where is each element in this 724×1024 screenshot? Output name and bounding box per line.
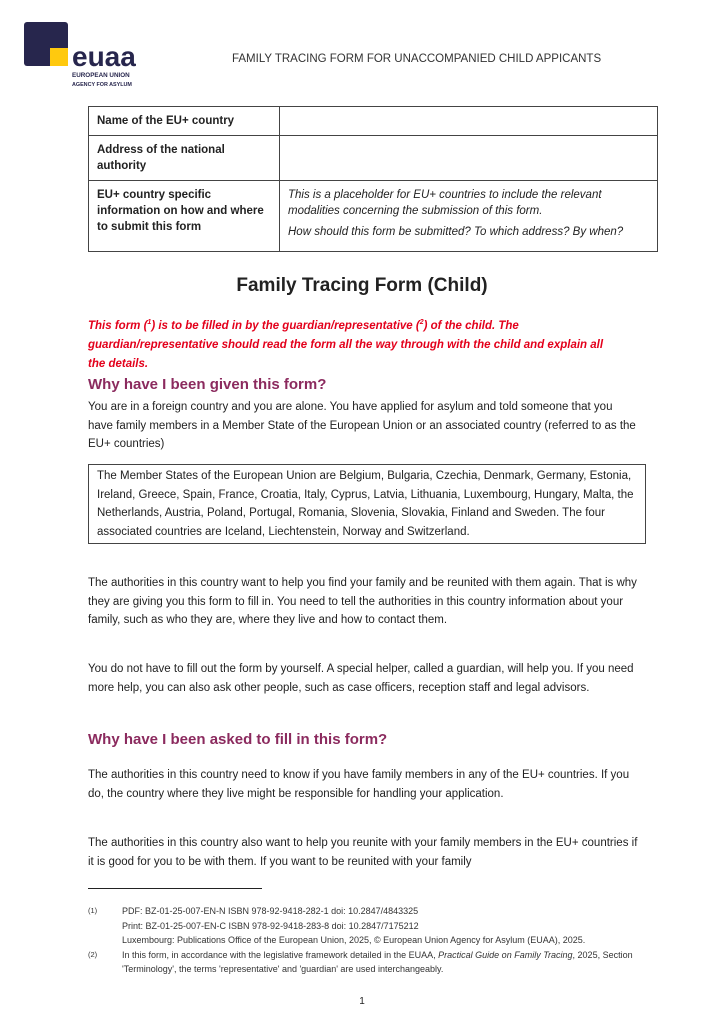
row-value	[280, 107, 658, 136]
paragraph: The authorities in this country want to help you find your family and be reunited with them again. That is why they are giving you this form to fill in. You need to tell the authorities in this country information about your family, such as who they are, where they live and how to contact them.	[88, 577, 637, 626]
paragraph: You are in a foreign country and you are alone. You have applied for asylum and told someone that you have family members in a Member State of the European Union or an associated country (referred to as the EU+ countries)	[88, 401, 636, 450]
paragraph: You do not have to fill out the form by yourself. A special helper, called a guardian, will help you. If you need more help, you can also ask other people, such as case officers, reception staff and legal advisors.	[88, 663, 634, 694]
footnote-ref[interactable]: 2	[419, 319, 424, 326]
section-heading: Why have I been asked to fill in this form?	[88, 731, 388, 748]
section-heading: Why have I been given this form?	[88, 376, 327, 393]
countries-box: The Member States of the European Union are Belgium, Bulgaria, Czechia, Denmark, Germany, Estonia, Ireland, Greece, Spain, France, Croatia, Italy, Cyprus, Latvia, Lithuania, Luxembourg, Hungary, Malta, the Netherlands, Austria, Poland, Portugal, Romania, Slovenia, Slovakia, Finland and Sweden. The four associated countries are Iceland, Liechtenstein, Norway and Switzerland.	[88, 464, 646, 544]
running-header: FAMILY TRACING FORM FOR UNACCOMPANIED CHILD APPICANTS	[232, 53, 602, 65]
table-row	[89, 136, 658, 181]
paragraph: The authorities in this country also want to help you reunite with your family members in the EU+ countries if it is good for you to be with them. If you want to be reunited with your family	[88, 837, 638, 868]
footnote-2: (2) In this form, in accordance with the legislative framework detailed in the EUAA, Practical Guide on Family Tracing, 2025, Section 'Terminology', the terms 'representative' and 'guardian' are used interchangeably.	[88, 949, 633, 974]
row-label: Address of the national authority	[89, 136, 280, 181]
row-value	[280, 181, 658, 252]
row-label: Name of the EU+ country	[89, 107, 280, 136]
footnote-ref[interactable]: 1	[147, 319, 152, 326]
table-row	[89, 181, 658, 252]
svg-text:euaa: euaa	[72, 41, 136, 72]
placeholder-question: How should this form be submitted? To which address? By when?	[288, 226, 624, 238]
footnotes	[88, 904, 658, 977]
page-number: 1	[359, 996, 365, 1007]
row-value	[280, 136, 658, 181]
footnote-divider	[88, 888, 262, 889]
svg-text:EUROPEAN UNION: EUROPEAN UNION	[72, 72, 130, 79]
euaa-logo	[24, 22, 154, 92]
placeholder-text: This is a placeholder for EU+ countries to include the relevant modalities concerning the submission of this form.	[288, 189, 602, 217]
footnote-1: (1) PDF: BZ-01-25-007-EN-N ISBN 978-92-9418-282-1 doi: 10.2847/4843325 Print: BZ-01-25-007-EN-C ISBN 978-92-9418-283-8 doi: 10.2847/7175212 Luxembourg: Publications Office of the European Union, 2025, © European Union Agency for Asylum (EUAA), 2025.	[88, 906, 586, 945]
table-row	[89, 107, 658, 136]
authority-info-table	[88, 106, 658, 252]
row-label: EU+ country specific information on how and where to submit this form	[89, 181, 280, 252]
paragraph: The authorities in this country need to know if you have family members in any of the EU+ countries. If you do, the country where they live might be responsible for handling your application.	[88, 769, 630, 800]
intro-instruction: This form ($^1$) is to be filled in by the guardian/representative ($^2$) of the child. The guardian/representative should read the form all the way through with the child and explain all the details.	[88, 319, 604, 370]
page-title: Family Tracing Form (Child)	[236, 275, 488, 296]
svg-text:AGENCY FOR ASYLUM: AGENCY FOR ASYLUM	[72, 82, 132, 88]
